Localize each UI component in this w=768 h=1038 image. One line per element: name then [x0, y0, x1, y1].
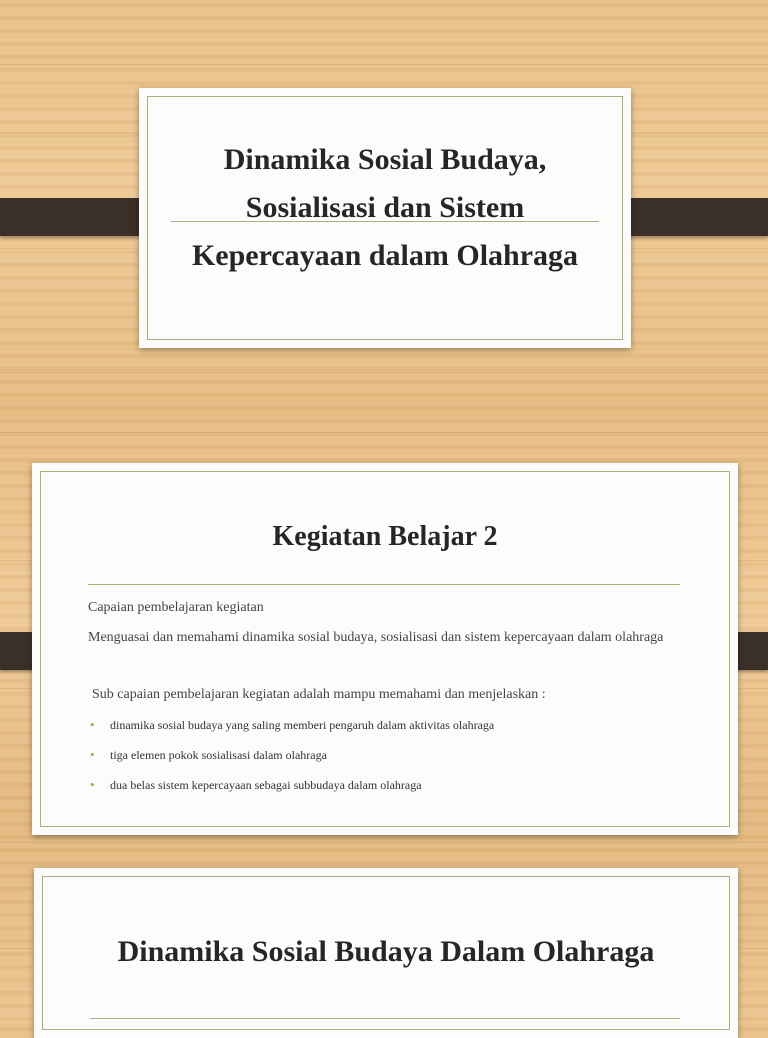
wood-grain: [0, 842, 768, 843]
bullet-text: tiga elemen pokok sosialisasi dalam olahraga: [110, 748, 327, 762]
capaian-label: Capaian pembelajaran kegiatan: [88, 600, 264, 615]
capaian-text: Menguasai dan memahami dinamika sosial budaya, sosialisasi dan sistem kepercayaan dalam olahraga: [88, 630, 664, 645]
wood-grain: [0, 372, 768, 373]
slide-title: Dinamika Sosial Budaya Dalam Olahraga: [117, 935, 655, 968]
bullet-text: dinamika sosial budaya yang saling memberi pengaruh dalam aktivitas olahraga: [110, 718, 495, 732]
list-item: [88, 716, 688, 746]
sub-capaian-text: Sub capaian pembelajaran kegiatan adalah mampu memahami dan menjelaskan :: [92, 687, 546, 702]
wood-grain: [0, 432, 768, 433]
bullet-icon: •: [90, 717, 95, 732]
wood-grain: [0, 64, 768, 65]
bullet-icon: •: [90, 777, 95, 792]
bullet-list: [88, 716, 688, 806]
title-divider: [88, 584, 680, 585]
slide-title: Dinamika Sosial Budaya, Sosialisasi dan Sistem Kepercayaan dalam Olahraga: [191, 143, 579, 272]
title-divider: [90, 1018, 680, 1019]
list-item: [88, 776, 688, 806]
content-slide[interactable]: [34, 868, 738, 1038]
title-slide[interactable]: [139, 88, 631, 348]
decorative-bar-right: [612, 198, 768, 236]
slide-title: Kegiatan Belajar 2: [272, 521, 498, 552]
content-slide[interactable]: [32, 463, 738, 835]
decorative-bar-left: [0, 198, 156, 236]
list-item: [88, 746, 688, 776]
bullet-icon: •: [90, 747, 95, 762]
bullet-text: dua belas sistem kepercayaan sebagai subbudaya dalam olahraga: [110, 778, 422, 792]
